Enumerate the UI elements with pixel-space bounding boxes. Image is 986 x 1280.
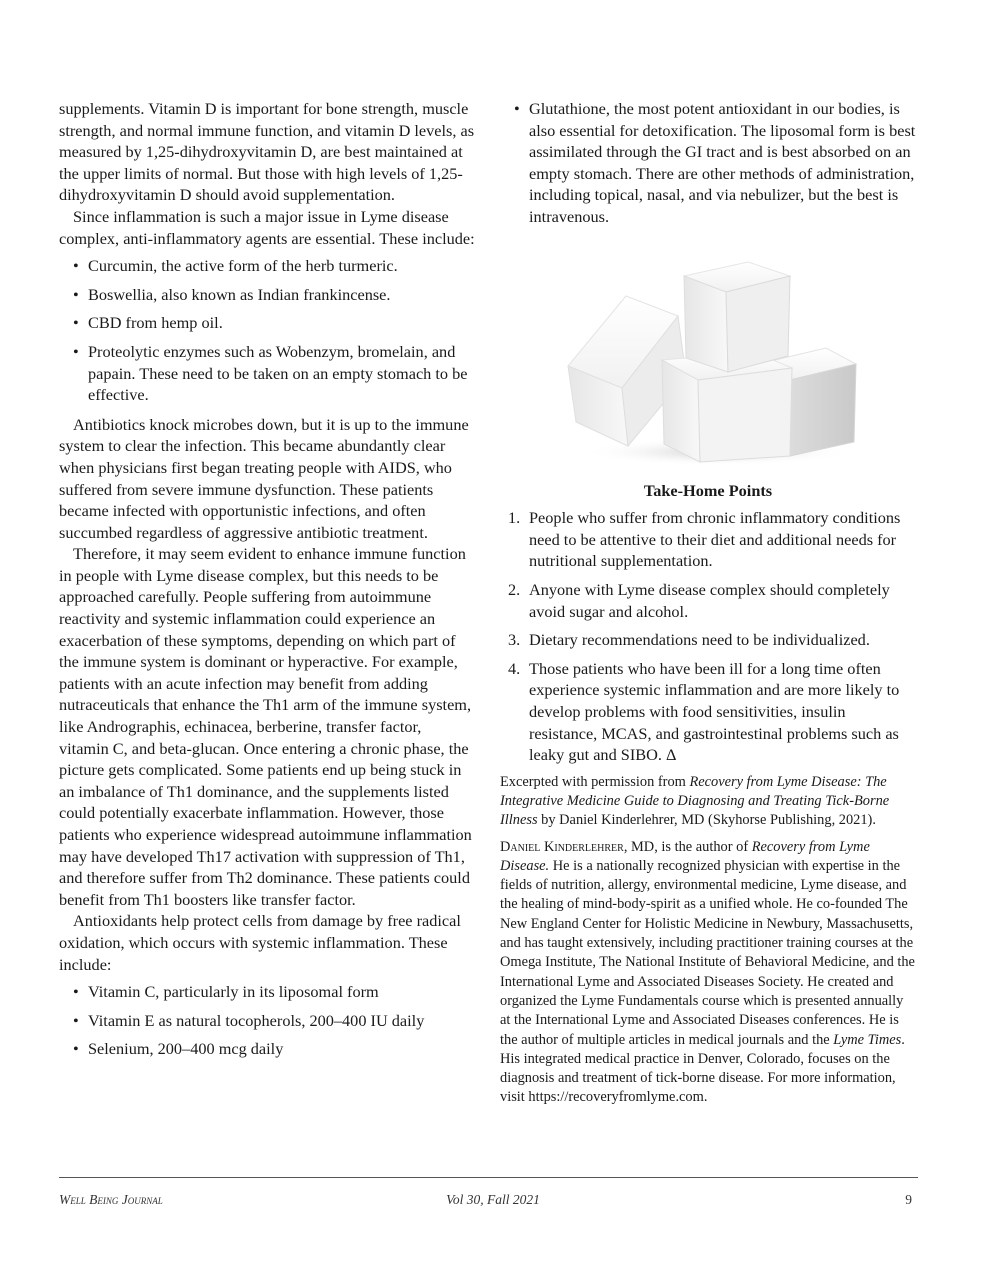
right-column: [500, 98, 916, 1108]
point-number: 3.: [508, 630, 521, 650]
list-item: • Selenium, 200–400 mcg daily: [59, 1038, 475, 1060]
paragraph-immune-function: Therefore, it may seem evident to enhance immune function in people with Lyme disease complex, but this needs to be approached carefully. People suffering from autoimmune reactivity and systemic inflammation could experience an exacerbation of these symptoms, depending on which part of the immune system is dominant or hyperactive. For example, patients with an acute infection may benefit from adding nutraceuticals that enhance the Th1 arm of the immune system, like Andrographis, echinacea, berberine, transfer factor, vitamin C, and beta-glucan. Once entering a chronic phase, the picture gets complicated. Some patients end up being stuck in an imbalance of Th1 dominance, and the supplements listed could potentially exacerbate inflammation. However, those patients who experience widespread autoimmune inflammation may have developed Th17 activation with suppression of Th1, and therefore suffer from Th2 dominance. These patients could benefit from Th1 boosters like transfer factor.: [59, 544, 472, 909]
paragraph-antioxidants: Antioxidants help protect cells from damage by free radical oxidation, which occurs with systemic inflammation. These include:: [59, 911, 461, 974]
list-item: • Glutathione, the most potent antioxidant in our bodies, is also essential for detoxification. The liposomal form is best assimilated through the GI tract and is best absorbed on an empty stomach. There are other methods of administration, including topical, nasal, and via nebulizer, but the best is intravenous.: [500, 98, 916, 228]
antioxidant-list: [59, 981, 475, 1060]
paragraph-antibiotics: Antibiotics knock microbes down, but it is up to the immune system to clear the infection. This became abundantly clear when physicians first began treating people with AIDS, who suffered from severe immune dysfunction. These patients became infected with opportunistic infections, and often succumbed regardless of aggressive antibiotic treatment.: [59, 414, 469, 542]
point-text: Those patients who have been ill for a long time often experience systemic inflammation and are more likely to develop problems with food sensitivities, insulin resistance, MCAS, and gastrointestinal problems such as leaky gut and SIBO. Δ: [529, 658, 900, 765]
take-home-title: Take-Home Points: [643, 480, 773, 500]
point-text: Anyone with Lyme disease complex should completely avoid sugar and alcohol.: [529, 579, 890, 621]
point-text: Dietary recommendations need to be individualized.: [529, 630, 870, 650]
excerpt-credit: [500, 773, 916, 831]
list-item: • CBD from hemp oil.: [59, 312, 475, 334]
list-item: • Vitamin C, particularly in its liposomal form: [59, 981, 475, 1003]
page-number: 9: [905, 1192, 912, 1207]
point-number: 2.: [508, 579, 521, 599]
left-column: [59, 98, 475, 1068]
anti-inflammatory-list: [59, 255, 475, 406]
author-name: Daniel Kinderlehrer: [500, 838, 624, 855]
author-bio: [500, 838, 916, 1108]
list-item: • Proteolytic enzymes such as Wobenzym, bromelain, and papain. These need to be taken on an empty stomach to be effective.: [59, 341, 475, 406]
bio-book-title: Recovery from Lyme Disease.: [500, 838, 870, 874]
bio-text: He is a nationally recognized physician with expertise in the fields of nutrition, allergy, environmental medicine, Lyme disease, and the healing of mind-body-spirit as a unified whole. He co-founded The New England Center for Holistic Medicine in Newbury, Massachusetts, and has taught extensively, including practitioner training courses at the Omega Institute, The National Institute of Behavioral Medicine, and the International Lyme and Associated Diseases Society. He created and organized the Lyme Fundamentals course which is presented annually at the International Lyme and Associated Diseases conferences. He is the author of multiple articles in medical journals and the: [500, 857, 915, 1048]
list-item: [500, 507, 916, 572]
point-number: 1.: [508, 508, 521, 528]
glutathione-list: [500, 98, 916, 228]
list-item: • Boswellia, also known as Indian frankincense.: [59, 284, 475, 306]
bio-journal-title: Lyme Times: [833, 1031, 902, 1048]
point-number: 4.: [508, 658, 521, 678]
take-home-list: [500, 507, 916, 766]
bio-text: . His integrated medical practice in Denver, Colorado, focuses on the diagnosis and treatment of tick-borne disease. For more information, visit https://recoveryfromlyme.com.: [500, 1031, 905, 1106]
list-item: [500, 658, 916, 766]
list-item: [500, 629, 916, 651]
list-item: • Vitamin E as natural tocopherols, 200–400 IU daily: [59, 1010, 475, 1032]
paragraph-inflammation: Since inflammation is such a major issue in Lyme disease complex, anti-inflammatory agents are essential. These include:: [59, 206, 475, 248]
point-text: People who suffer from chronic inflammatory conditions need to be attentive to their diet and additional needs for nutritional supplementation.: [529, 508, 901, 571]
sugar-cubes-image: [558, 256, 858, 468]
footer-issue: Vol 30, Fall 2021: [446, 1192, 540, 1207]
bio-text: , MD, is the author of: [623, 838, 752, 855]
list-item: [500, 579, 916, 622]
excerpt-tail: by Daniel Kinderlehrer, MD (Skyhorse Publishing, 2021).: [537, 812, 876, 829]
footer-divider: [59, 1177, 918, 1178]
paragraph-vitamin-d: supplements. Vitamin D is important for bone strength, muscle strength, and normal immune function, and vitamin D levels, as measured by 1,25-dihydroxyvitamin D, are best maintained at the upper limits of normal. But those with high levels of 1,25-dihydroxyvitamin D should avoid supplementation.: [59, 99, 475, 205]
excerpt-book-title: Recovery from Lyme Disease: The Integrative Medicine Guide to Diagnosing and Treating Tick-Borne Illness: [500, 773, 890, 829]
list-item: • Curcumin, the active form of the herb turmeric.: [59, 255, 475, 277]
excerpt-lead: Excerpted with permission from: [500, 773, 690, 790]
sugar-cube-top: [684, 262, 790, 372]
footer-journal-name: Well Being Journal: [59, 1192, 163, 1207]
